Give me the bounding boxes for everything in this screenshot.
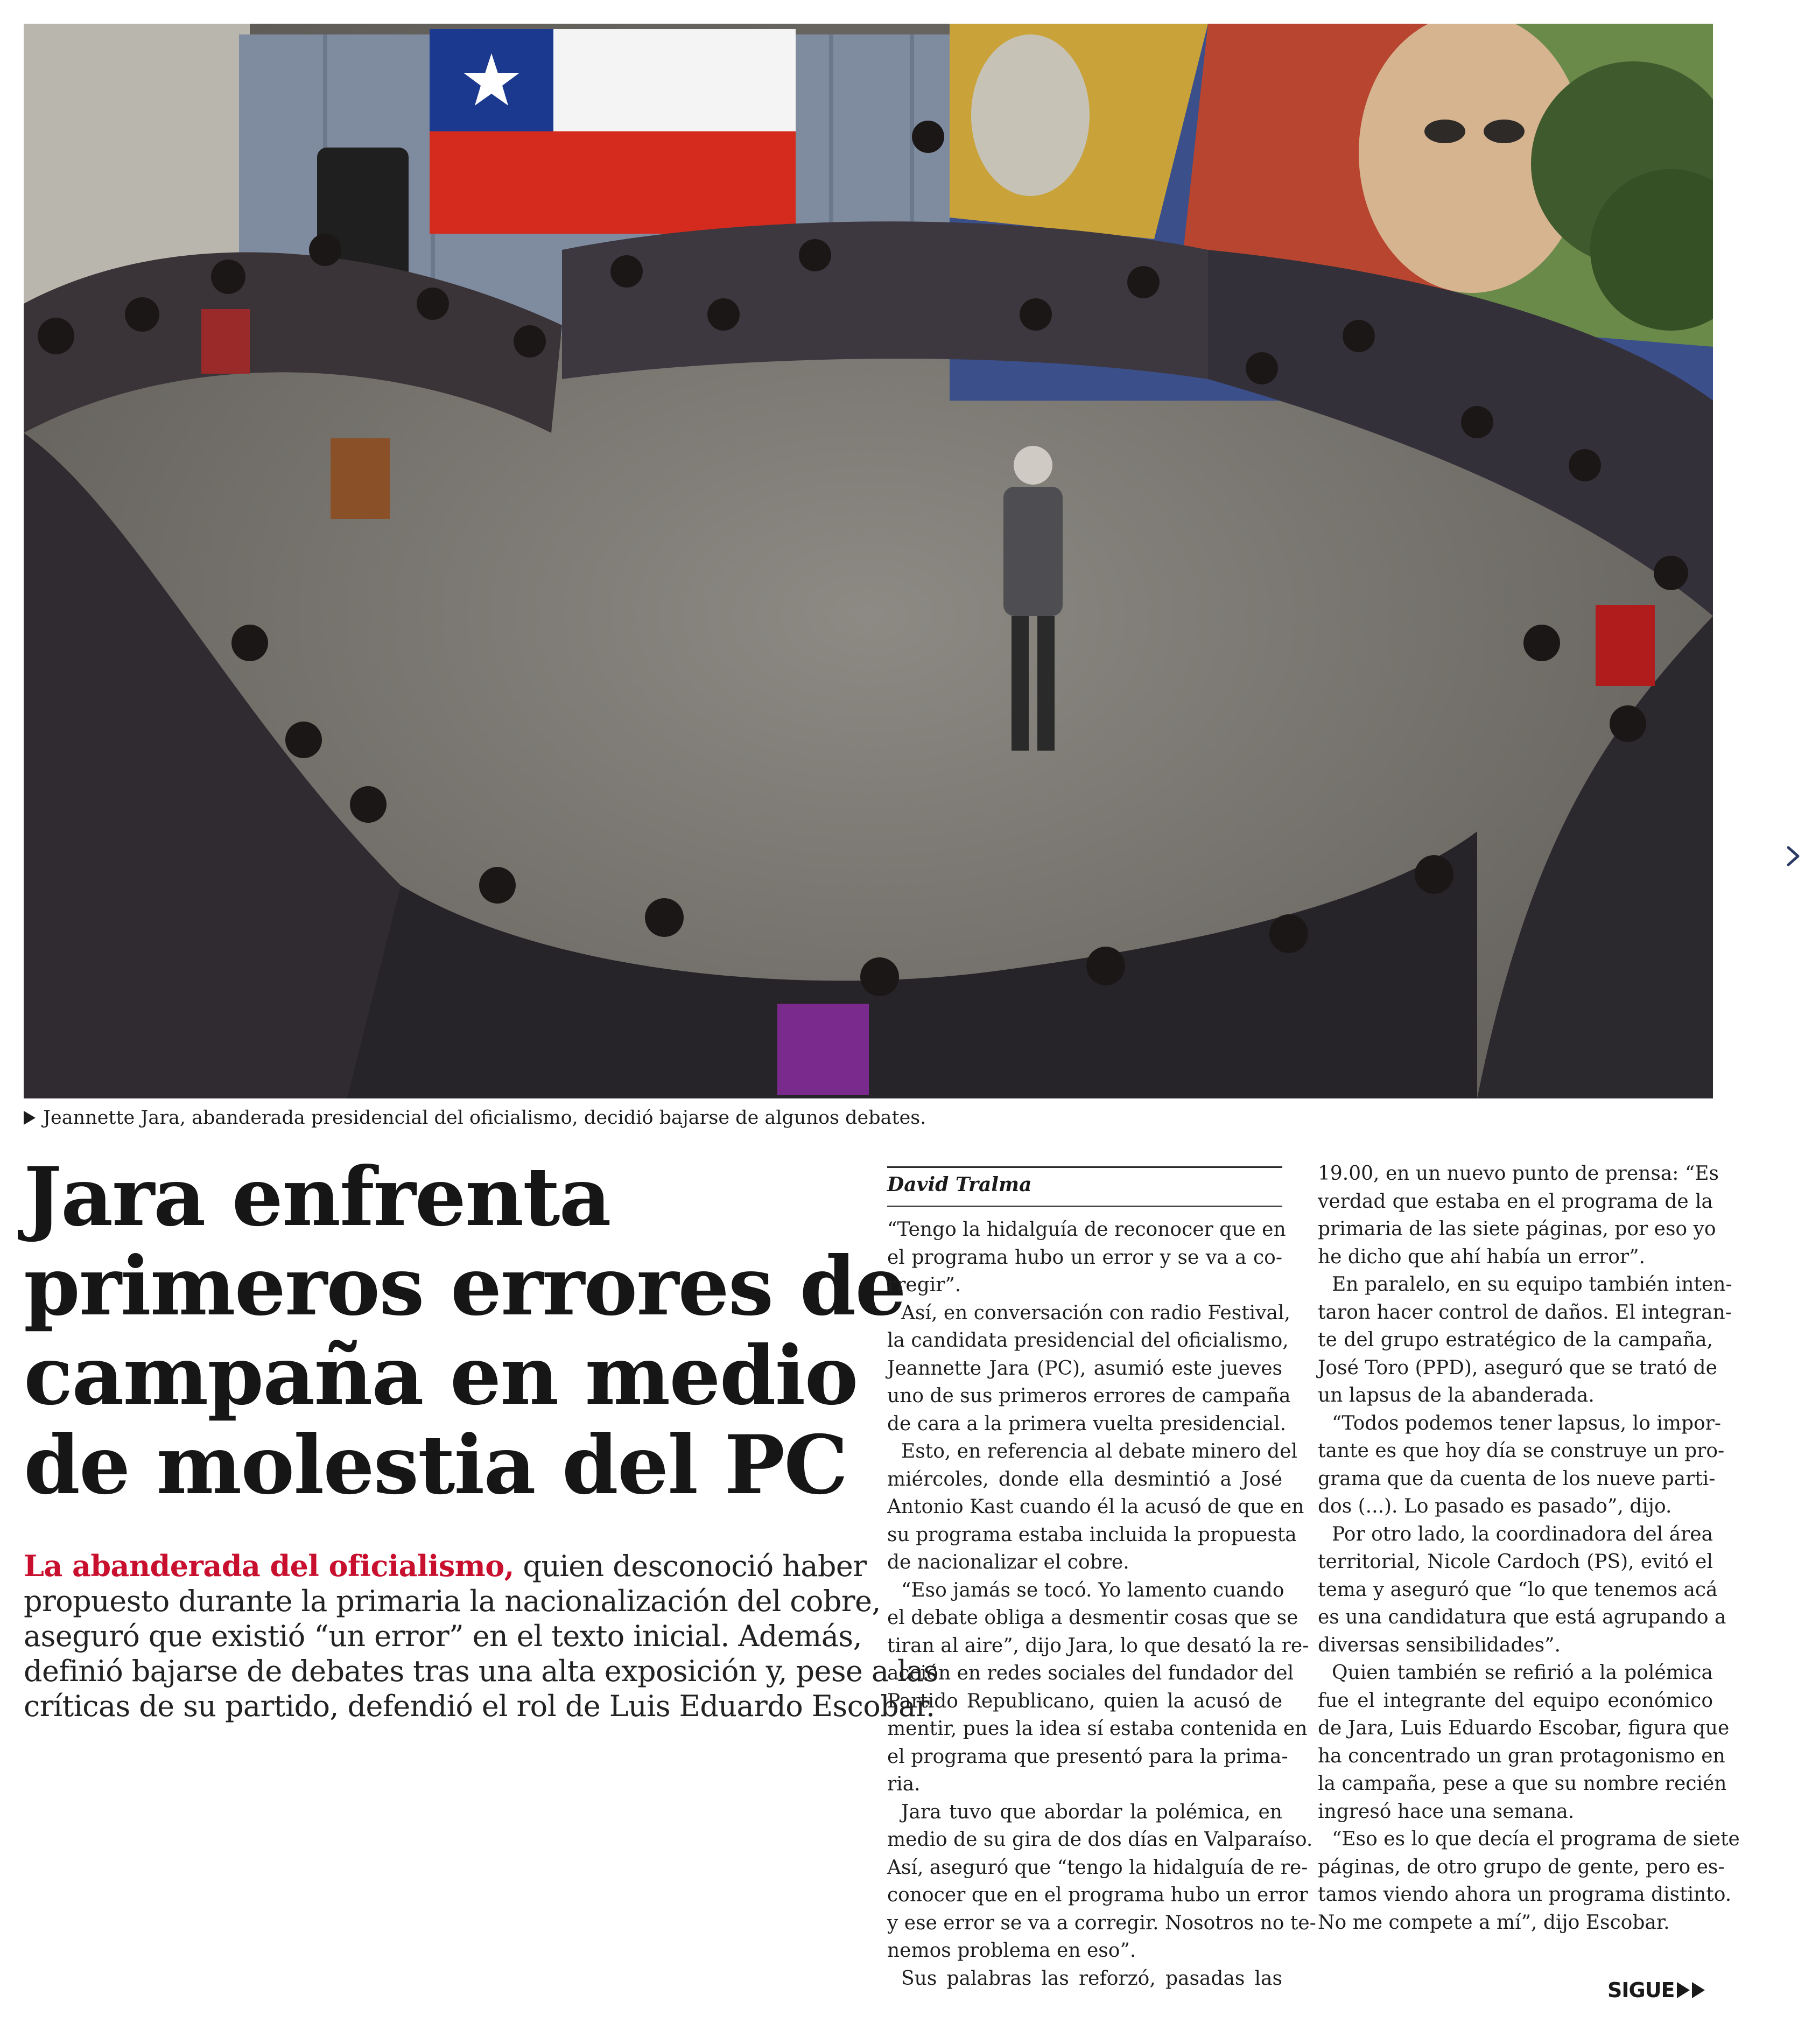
body-line: páginas, de otro grupo de gente, pero es-: [1318, 1856, 1725, 1878]
body-line: “Eso jamás se tocó. Yo lamento cuando: [901, 1579, 1284, 1601]
body-line: tamos viendo ahora un programa distinto.: [1318, 1884, 1732, 1906]
body-line: Sus palabras las reforzó, pasadas las: [901, 1967, 1282, 1990]
headline-line: Jara enfrenta: [24, 1150, 610, 1244]
headline: [24, 1150, 905, 1513]
body-line: la candidata presidencial del oficialismo,: [887, 1329, 1289, 1352]
body-line: No me compete a mí”, dijo Escobar.: [1318, 1911, 1670, 1934]
play-icon: [1692, 1982, 1705, 1998]
lead-line: aseguró que existió “un error” en el texto inicial. Además,: [24, 1619, 862, 1653]
body-column-2: [1318, 1160, 1740, 1936]
body-line: ria.: [887, 1773, 921, 1795]
headline-line: primeros errores de: [24, 1239, 905, 1334]
body-line: el programa que presentó para la prima-: [887, 1745, 1288, 1768]
body-line: ingresó hace una semana.: [1318, 1800, 1575, 1823]
body-line: miércoles, donde ella desmintió a José: [887, 1468, 1282, 1490]
body-column-1: [887, 1216, 1316, 1992]
body-line: “Tengo la hidalguía de reconocer que en: [887, 1219, 1286, 1241]
body-line: su programa estaba incluida la propuesta: [887, 1523, 1297, 1546]
play-icon: [1677, 1982, 1690, 1998]
body-line: “Eso es lo que decía el programa de siete: [1332, 1828, 1740, 1850]
body-line: tema y aseguró que “lo que tenemos acá: [1318, 1578, 1718, 1601]
body-line: En paralelo, en su equipo también inten-: [1332, 1273, 1732, 1296]
body-line: Por otro lado, la coordinadora del área: [1332, 1523, 1713, 1545]
body-line: medio de su gira de dos días en Valparaíso.: [887, 1829, 1313, 1851]
byline-rule: [887, 1166, 1282, 1207]
caption-triangle-icon: [24, 1111, 36, 1125]
article-photo: [24, 24, 1713, 1098]
continue-label: SIGUE: [1607, 1978, 1675, 2002]
body-line: rregir”.: [887, 1274, 961, 1296]
body-line: ha concentrado un gran protagonismo en: [1318, 1745, 1725, 1767]
body-line: taron hacer control de daños. El integran-: [1318, 1301, 1732, 1324]
continue-marker: [1607, 1978, 1705, 2002]
body-line: el programa hubo un error y se va a co-: [887, 1246, 1282, 1269]
body-line: “Todos podemos tener lapsus, lo impor-: [1332, 1412, 1722, 1434]
body-line: nemos problema en eso”.: [887, 1940, 1136, 1962]
body-line: Jeannette Jara (PC), asumió este jueves: [887, 1357, 1282, 1380]
lead-line: propuesto durante la primaria la nacionalización del cobre,: [24, 1584, 881, 1618]
body-line: José Toro (PPD), aseguró que se trató de: [1318, 1356, 1717, 1379]
photo-caption: [24, 1107, 1713, 1129]
headline-line: de molestia del PC: [24, 1418, 847, 1513]
body-line: es una candidatura que está agrupando a: [1318, 1606, 1726, 1628]
body-line: grama que da cuenta de los nueve parti-: [1318, 1467, 1716, 1490]
body-line: territorial, Nicole Cardoch (PS), evitó el: [1318, 1551, 1713, 1573]
body-line: dos (...). Lo pasado es pasado”, dijo.: [1318, 1495, 1672, 1517]
lead-line: críticas de su partido, defendió el rol de Luis Eduardo Escobar.: [24, 1689, 935, 1723]
body-line: fue el integrante del equipo económico: [1318, 1689, 1713, 1712]
lead-line: quien desconoció haber: [514, 1549, 867, 1583]
caption-text: Jeannette Jara, abanderada presidencial del oficialismo, decidió bajarse de algunos debates.: [43, 1107, 926, 1129]
body-line: Esto, en referencia al debate minero del: [901, 1440, 1297, 1462]
body-line: diversas sensibilidades”.: [1318, 1634, 1561, 1656]
next-page-button[interactable]: [1776, 840, 1809, 872]
body-line: de Jara, Luis Eduardo Escobar, figura que: [1318, 1717, 1730, 1739]
body-line: 19.00, en un nuevo punto de prensa: “Es: [1318, 1163, 1719, 1185]
body-line: el debate obliga a desmentir cosas que se: [887, 1607, 1298, 1629]
byline: David Tralma: [887, 1173, 1032, 1196]
body-line: un lapsus de la abanderada.: [1318, 1384, 1595, 1406]
body-line: uno de sus primeros errores de campaña: [887, 1385, 1291, 1407]
chile-flag: [430, 29, 796, 234]
body-line: Jara tuvo que abordar la polémica, en: [901, 1801, 1282, 1823]
body-line: te del grupo estratégico de la campaña,: [1318, 1329, 1713, 1351]
lead-kicker: La abanderada del oficialismo,: [24, 1549, 514, 1583]
lead-paragraph: [24, 1549, 938, 1724]
body-line: tante es que hoy día se construye un pro-: [1318, 1440, 1725, 1462]
body-line: he dicho que ahí había un error”.: [1318, 1245, 1645, 1268]
body-line: Así, en conversación con radio Festival,: [901, 1301, 1290, 1324]
body-line: acción en redes sociales del fundador del: [887, 1662, 1294, 1684]
headline-line: campaña en medio: [24, 1328, 858, 1423]
body-line: mentir, pues la idea sí estaba contenida en: [887, 1718, 1308, 1740]
body-line: Así, aseguró que “tengo la hidalguía de re-: [887, 1856, 1308, 1879]
body-line: de cara a la primera vuelta presidencial.: [887, 1412, 1287, 1435]
body-line: primaria de las siete páginas, por eso yo: [1318, 1218, 1716, 1240]
body-line: verdad que estaba en el programa de la: [1318, 1190, 1713, 1213]
body-line: tiran al aire”, dijo Jara, lo que desató la re-: [887, 1634, 1309, 1657]
photo-illustration: [24, 24, 1713, 1098]
body-line: la campaña, pese a que su nombre recién: [1318, 1773, 1727, 1795]
chevron-right-icon: [1776, 840, 1809, 872]
body-line: Antonio Kast cuando él la acusó de que en: [887, 1496, 1304, 1518]
body-line: conocer que en el programa hubo un error: [887, 1884, 1308, 1906]
lead-line: definió bajarse de debates tras una alta exposición y, pese a las: [24, 1654, 938, 1688]
body-line: Quien también se refirió a la polémica: [1332, 1662, 1713, 1684]
body-line: Partido Republicano, quien la acusó de: [887, 1690, 1282, 1712]
body-line: y ese error se va a corregir. Nosotros no te-: [887, 1912, 1316, 1934]
body-line: de nacionalizar el cobre.: [887, 1551, 1129, 1573]
